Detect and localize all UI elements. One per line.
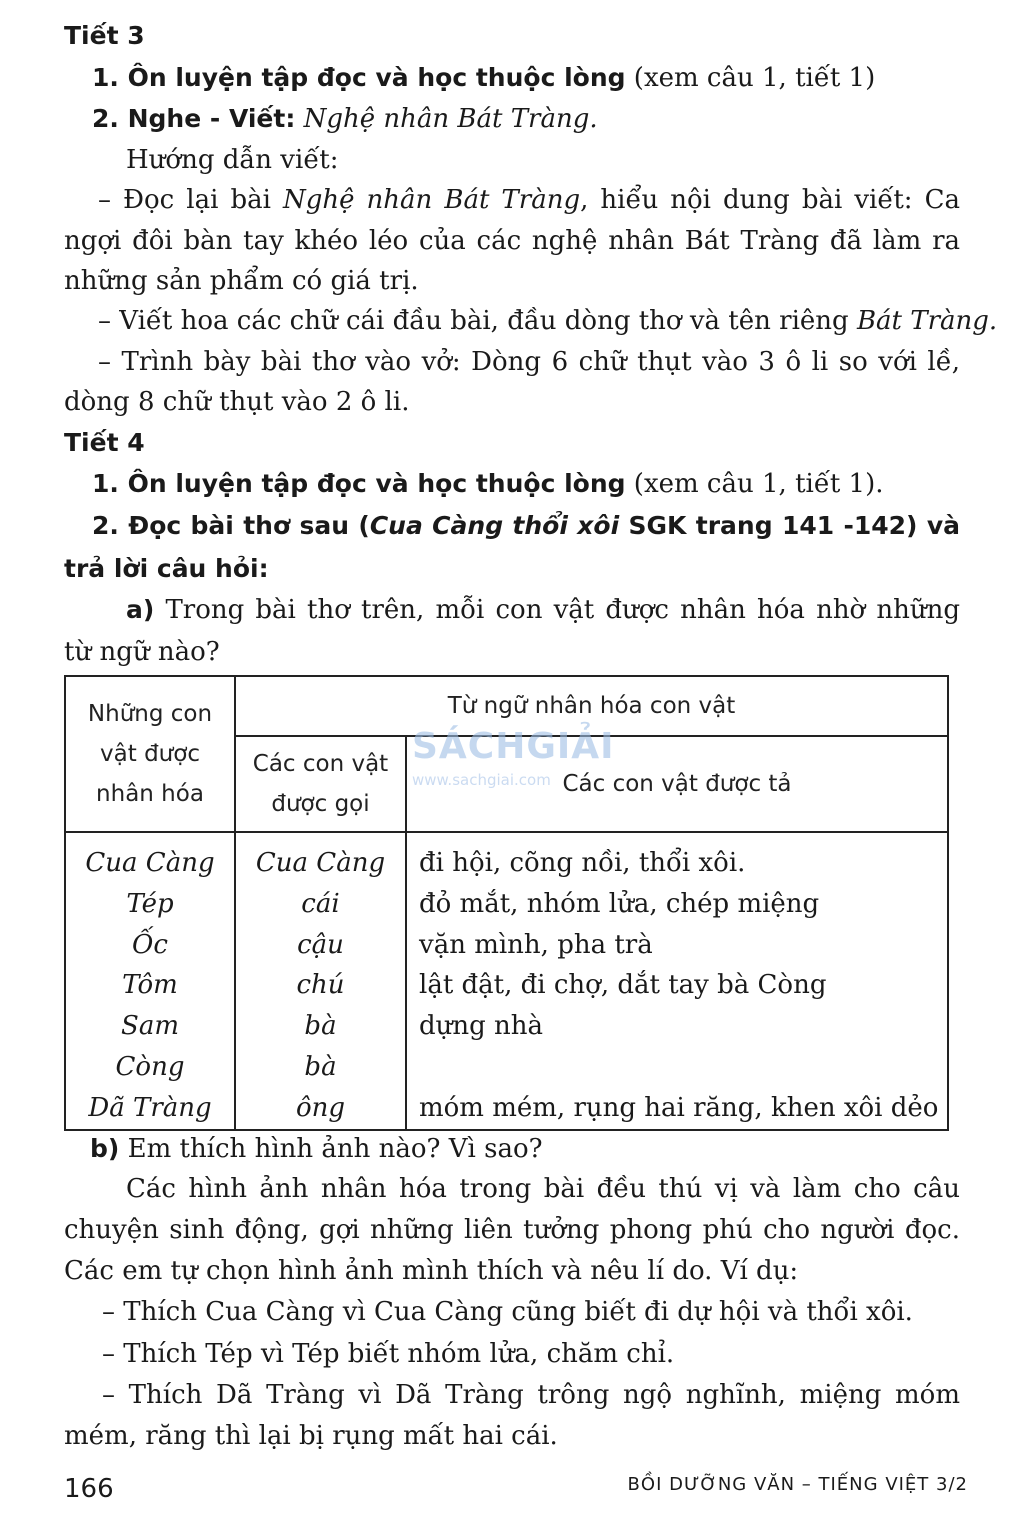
tiet3-item1-bold: 1. Ôn luyện tập đọc và học thuộc lòng	[92, 63, 626, 92]
guide-para1-line2: ngợi đôi bàn tay khéo léo của các nghệ nhân Bát Tràng đã làm ra	[64, 226, 960, 256]
guide-para3-line2: dòng 8 chữ thụt vào 2 ô li.	[64, 387, 410, 417]
guide-para1-line3: những sản phẩm có giá trị.	[64, 266, 419, 296]
table-cell: Còng	[115, 1051, 185, 1082]
tiet4-item1	[92, 468, 884, 500]
table-cell	[407, 1047, 947, 1088]
table-cell: Tép	[126, 888, 174, 919]
para1-text-a: – Đọc lại bài	[98, 185, 283, 215]
para2-text: – Viết hoa các chữ cái đầu bài, đầu dòng thơ và tên riêng	[98, 306, 857, 336]
example-2: – Thích Tép vì Tép biết nhóm lửa, chăm chỉ.	[102, 1339, 675, 1369]
header-group: Từ ngữ nhân hóa con vật	[235, 676, 948, 736]
example-3-line1: – Thích Dã Tràng vì Dã Tràng trông ngộ nghĩnh, miệng móm	[102, 1380, 960, 1410]
table-cell: vặn mình, pha trà	[419, 929, 653, 960]
header-animals-line: nhân hóa	[96, 781, 204, 807]
example-3-line2: mém, răng thì lại bị rụng mất hai cái.	[64, 1421, 558, 1451]
tiet3-item2-bold: 2. Nghe - Viết:	[92, 104, 296, 133]
table-cell: Dã Tràng	[88, 1092, 212, 1123]
tiet4-item2-line1	[92, 510, 960, 542]
table-cell: Cua Càng	[255, 848, 386, 878]
para1-text-c: , hiểu nội dung bài viết: Ca	[580, 185, 960, 215]
table-body-row	[65, 832, 948, 1130]
table-cell: Sam	[121, 1011, 179, 1042]
question-a-line1	[126, 594, 960, 626]
question-a-text: Trong bài thơ trên, mỗi con vật được nhân hóa nhờ những	[154, 595, 960, 625]
header-called-line: được gọi	[271, 791, 370, 817]
question-b-text: Em thích hình ảnh nào? Vì sao?	[119, 1134, 543, 1164]
question-b	[90, 1133, 543, 1165]
table-cell: bà	[304, 1051, 337, 1082]
tiet3-heading: Tiết 3	[64, 21, 145, 50]
para2-name: Bát Tràng.	[856, 306, 998, 336]
question-a-line2: từ ngữ nào?	[64, 637, 220, 667]
table-cell: Ốc	[132, 929, 168, 960]
guide-para1-line1	[98, 184, 960, 216]
tiet4-item2-a: 2. Đọc bài thơ sau (	[92, 511, 370, 540]
answer-line1: Các hình ảnh nhân hóa trong bài đều thú vị và làm cho câu	[126, 1174, 960, 1204]
tiet4-item1-bold: 1. Ôn luyện tập đọc và học thuộc lòng	[92, 469, 626, 498]
answer-line2: chuyện sinh động, gợi những liên tưởng phong phú cho người đọc.	[64, 1215, 960, 1245]
table-cell: bà	[304, 1011, 337, 1042]
tiet3-item2-title: Nghệ nhân Bát Tràng.	[295, 104, 598, 134]
tiet3-item2	[92, 103, 598, 135]
table-cell: ông	[295, 1092, 346, 1123]
tiet3-item1-rest: (xem câu 1, tiết 1)	[625, 63, 876, 93]
question-a-label: a)	[126, 595, 155, 624]
question-b-label: b)	[90, 1134, 120, 1163]
book-title: BỒI DƯỠNG VĂN – TIẾNG VIỆT 3/2	[627, 1474, 968, 1495]
tiet4-item2-poem: Cua Càng thổi xôi	[369, 511, 620, 540]
guide-label: Hướng dẫn viết:	[126, 145, 339, 175]
tiet4-item2-line2: trả lời câu hỏi:	[64, 554, 269, 583]
table-cell: Cua Càng	[85, 848, 215, 878]
watermark-logo	[412, 726, 622, 810]
watermark-text: SÁCHGIẢI	[412, 726, 615, 767]
table-cell: móm mém, rụng hai răng, khen xôi dẻo	[419, 1092, 939, 1123]
guide-para3-line1: – Trình bày bài thơ vào vở: Dòng 6 chữ thụt vào 3 ô li so với lề,	[98, 347, 960, 377]
answer-line3: Các em tự chọn hình ảnh mình thích và nêu lí do. Ví dụ:	[64, 1256, 799, 1286]
tiet4-item1-rest: (xem câu 1, tiết 1).	[625, 469, 884, 499]
para1-title: Nghệ nhân Bát Tràng	[282, 185, 581, 215]
example-1: – Thích Cua Càng vì Cua Càng cũng biết đi dự hội và thổi xôi.	[102, 1297, 913, 1327]
table-cell: đỏ mắt, nhóm lửa, chép miệng	[419, 888, 820, 919]
table-cell: chú	[296, 970, 345, 1001]
page-number: 166	[64, 1474, 114, 1504]
guide-para2	[98, 305, 997, 337]
header-animals-line: vật được	[100, 741, 200, 767]
tiet4-heading: Tiết 4	[64, 428, 145, 457]
table-cell: Tôm	[122, 970, 178, 1001]
column-animals	[65, 832, 235, 1130]
table-cell: cái	[301, 888, 340, 919]
header-described: Các con vật được tả	[406, 736, 948, 832]
watermark-url: www.sachgiai.com	[412, 771, 551, 789]
table-cell: cậu	[297, 929, 344, 960]
header-animals-line: Những con	[87, 701, 213, 727]
table-cell: lật đật, đi chợ, dắt tay bà Còng	[419, 970, 827, 1001]
column-described	[406, 832, 948, 1130]
column-called	[235, 832, 406, 1130]
table-cell: dựng nhà	[419, 1011, 544, 1042]
tiet3-item1	[92, 62, 875, 94]
table-cell: đi hội, cõng nồi, thổi xôi.	[419, 848, 746, 878]
header-called	[235, 736, 406, 832]
header-animals	[65, 676, 235, 832]
tiet4-item2-c: SGK trang 141 -142) và	[619, 511, 960, 540]
header-called-line: Các con vật	[252, 751, 389, 777]
